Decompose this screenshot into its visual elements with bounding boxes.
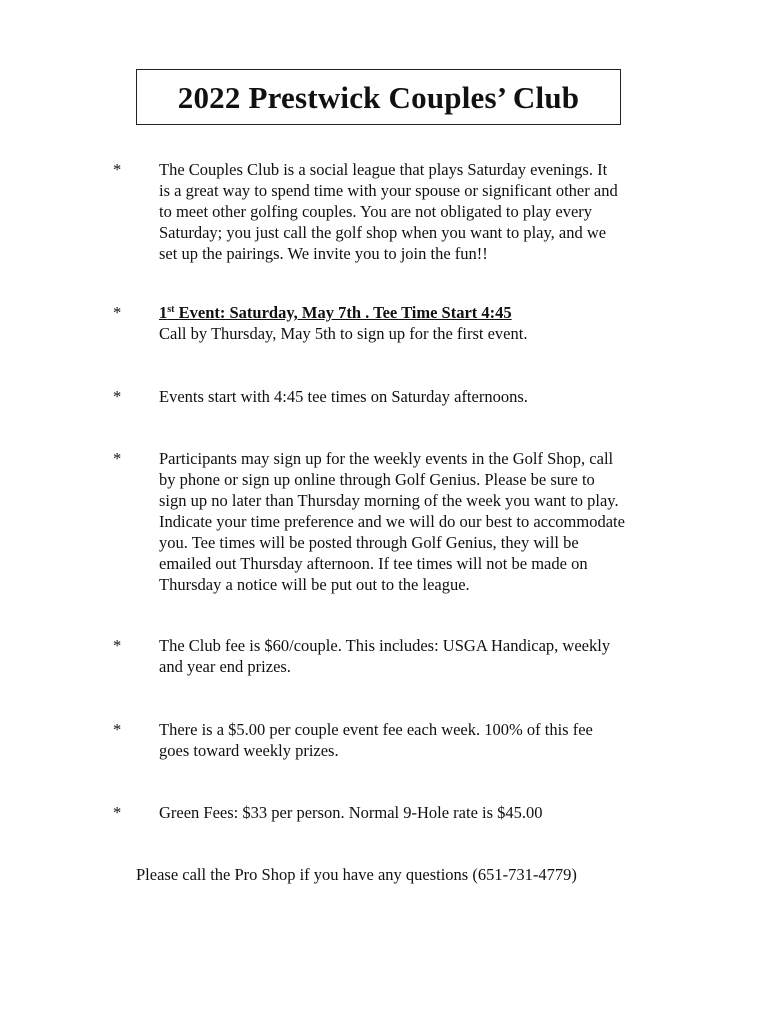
first-event-heading	[159, 302, 669, 323]
title-box	[136, 69, 621, 125]
events-start-line: Events start with 4:45 tee times on Saturday afternoons.	[159, 387, 528, 406]
signup-line: Indicate your time preference and we will do our best to accommodate	[159, 512, 625, 531]
contact-footer: Please call the Pro Shop if you have any questions (651-731-4779)	[136, 865, 577, 884]
bullet-marker: *	[113, 303, 122, 322]
signup-line: by phone or sign up online through Golf Genius. Please be sure to	[159, 470, 595, 489]
intro-line: is a great way to spend time with your spouse or significant other and	[159, 181, 618, 200]
signup-line: Thursday a notice will be put out to the league.	[159, 575, 470, 594]
bullet-signup	[113, 448, 673, 595]
intro-line: The Couples Club is a social league that plays Saturday evenings. It	[159, 160, 608, 179]
event-heading-text: Event: Saturday, May 7th . Tee Time Start 4:45	[174, 303, 512, 322]
bullet-marker: *	[113, 636, 122, 655]
club-fee-line: and year end prizes.	[159, 657, 291, 676]
bullet-marker: *	[113, 387, 122, 406]
event-fee-line: There is a $5.00 per couple event fee each week. 100% of this fee	[159, 720, 593, 739]
bullet-intro	[113, 159, 673, 264]
club-fee-paragraph	[159, 635, 669, 677]
signup-paragraph	[159, 448, 669, 595]
green-fees-line: Green Fees: $33 per person. Normal 9-Hole rate is $45.00	[159, 803, 543, 822]
document-title: 2022 Prestwick Couples’ Club	[177, 79, 580, 115]
event-fee-paragraph	[159, 719, 669, 761]
bullet-first-event	[113, 302, 673, 344]
signup-line: Participants may sign up for the weekly events in the Golf Shop, call	[159, 449, 614, 468]
intro-line: set up the pairings. We invite you to join the fun!!	[159, 244, 488, 263]
bullet-event-fee	[113, 719, 673, 761]
signup-line: sign up no later than Thursday morning of the week you want to play.	[159, 491, 619, 510]
event-number: 1	[159, 303, 168, 322]
intro-line: Saturday; you just call the golf shop when you want to play, and we	[159, 223, 607, 242]
first-event-paragraph	[159, 302, 669, 344]
bullet-club-fee	[113, 635, 673, 677]
signup-line: emailed out Thursday afternoon. If tee times will not be made on	[159, 554, 588, 573]
bullet-marker: *	[113, 449, 122, 468]
event-fee-line: goes toward weekly prizes.	[159, 741, 339, 760]
bullet-green-fees	[113, 802, 673, 823]
signup-line: you. Tee times will be posted through Golf Genius, they will be	[159, 533, 579, 552]
first-event-line: Call by Thursday, May 5th to sign up for the first event.	[159, 324, 528, 343]
bullet-marker: *	[113, 720, 122, 739]
ordinal-suffix: st	[167, 304, 175, 315]
events-start-paragraph	[159, 386, 669, 407]
intro-line: to meet other golfing couples. You are not obligated to play every	[159, 202, 593, 221]
bullet-events-start	[113, 386, 673, 407]
club-fee-line: The Club fee is $60/couple. This includes: USGA Handicap, weekly	[159, 636, 611, 655]
bullet-marker: *	[113, 803, 122, 822]
bullet-marker: *	[113, 160, 122, 179]
green-fees-paragraph	[159, 802, 669, 823]
intro-paragraph	[159, 159, 669, 264]
